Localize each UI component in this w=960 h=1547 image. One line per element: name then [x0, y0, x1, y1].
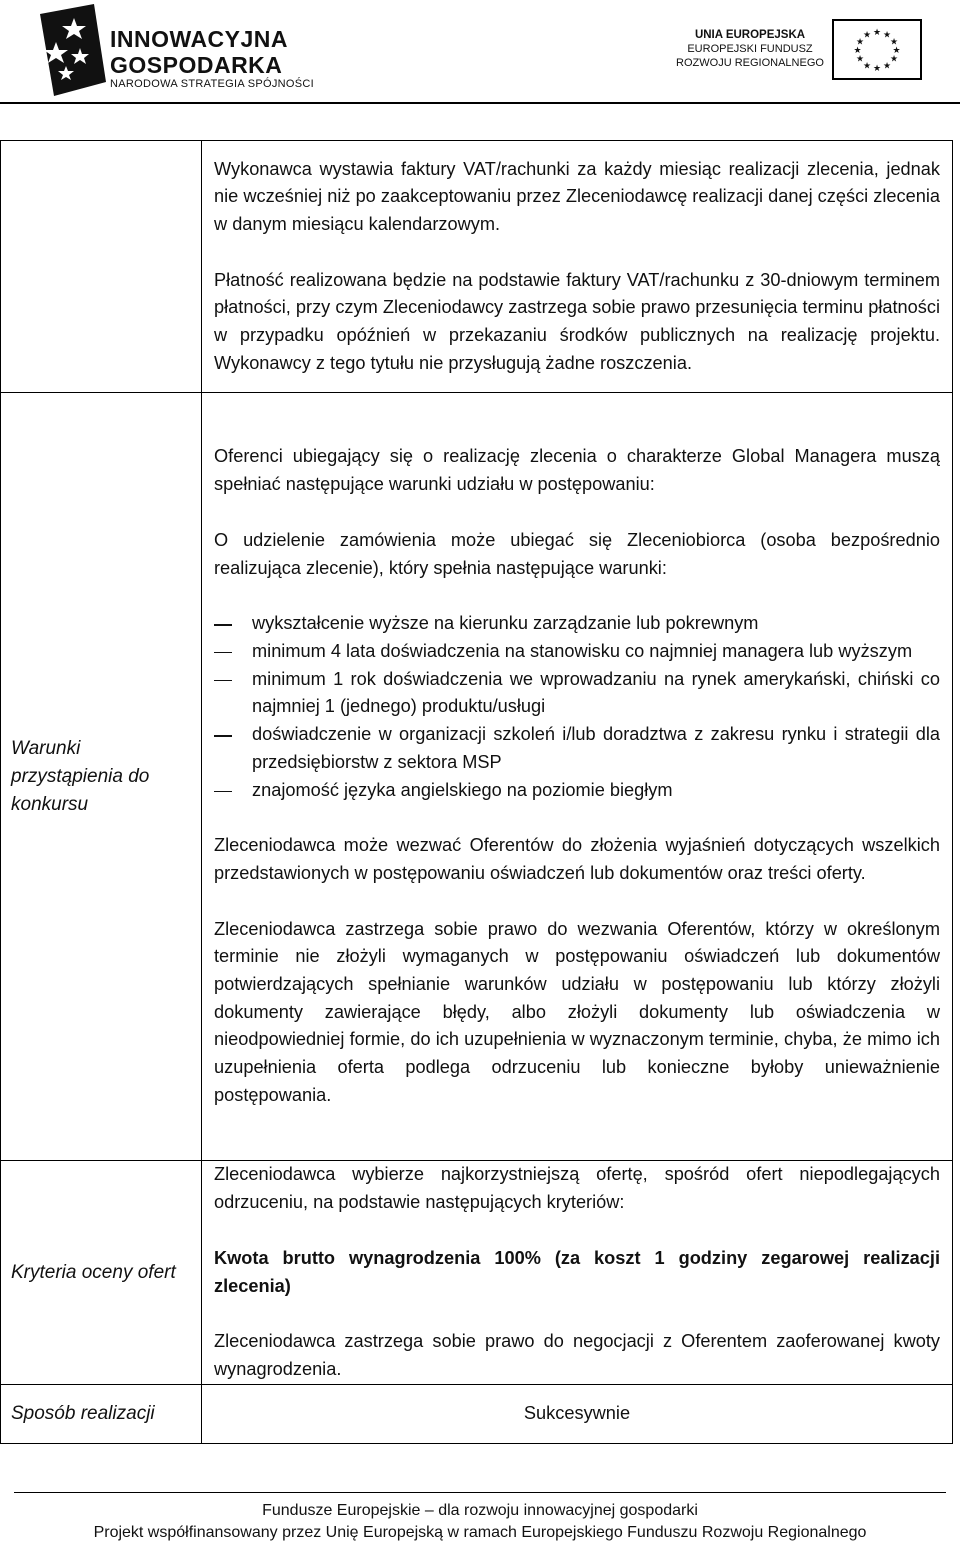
svg-text:★: ★ [872, 28, 882, 38]
footer-divider [14, 1492, 946, 1493]
criteria-label: Kryteria oceny ofert [1, 1161, 202, 1385]
svg-text:★: ★ [862, 61, 872, 72]
eu-line-3: ROZWOJU REGIONALNEGO [676, 57, 824, 69]
list-item: wykształcenie wyższe na kierunku zarządzanie lub pokrewnym [214, 610, 940, 638]
row-label-empty [1, 141, 202, 393]
svg-text:★: ★ [889, 37, 899, 48]
svg-text:★: ★ [882, 30, 892, 41]
payment-terms-cell [202, 141, 953, 393]
svg-text:★: ★ [862, 30, 872, 41]
table-row-payment [1, 141, 953, 393]
svg-text:★: ★ [882, 61, 892, 72]
criteria-negotiation: Zleceniodawca zastrzega sobie prawo do negocjacji z Oferentem zaoferowanej kwoty wynagrodzenia. [214, 1331, 940, 1379]
footer-line-1: Fundusze Europejskie – dla rozwoju innowacyjnej gospodarki [262, 1502, 698, 1519]
eu-logo-text [676, 28, 824, 70]
table-row-method [1, 1385, 953, 1444]
stars-emblem-icon [36, 4, 106, 96]
table-row-conditions [1, 393, 953, 1161]
list-item: doświadczenie w organizacji szkoleń i/lub doradztwa z zakresu rynku i strategii dla przedsiębiorstw z sektora MSP [214, 721, 940, 776]
list-item: znajomość języka angielskiego na poziomie biegłym [214, 777, 940, 805]
method-label: Sposób realizacji [1, 1385, 202, 1444]
svg-text:★: ★ [872, 64, 882, 74]
criteria-cell [202, 1161, 953, 1385]
eu-line-2: EUROPEJSKI FUNDUSZ [687, 43, 813, 55]
payment-paragraph: Płatność realizowana będzie na podstawie faktury VAT/rachunku z 30-dniowym terminem płatności, przy czym Zleceniodawcy zastrzega sobie prawo przesunięcia terminu płatności w przypadku opóźnień w przekazaniu środków publicznych na realizację projektu. Wykonawcy z tego tytułu nie przysługują żadne roszczenia. [214, 269, 940, 373]
page-header [0, 0, 960, 104]
criteria-price: Kwota brutto wynagrodzenia 100% (za koszt 1 godziny zegarowej realizacji zlecenia) [214, 1247, 940, 1296]
invoice-paragraph: Wykonawca wystawia faktury VAT/rachunki za każdy miesiąc realizacji zlecenia, jednak nie wcześniej niż po zaakceptowaniu przez Zleceniodawcę realizacji danej części zlecenia w danym miesiącu kalendarzowym. [214, 158, 940, 234]
svg-text:★: ★ [855, 37, 865, 48]
svg-text:★: ★ [892, 46, 901, 56]
svg-text:★: ★ [889, 54, 899, 65]
innowacyjna-gospodarka-logo [36, 4, 336, 96]
list-item: minimum 4 lata doświadczenia na stanowisku co najmniej managera lub wyższym [214, 638, 940, 666]
requirements-list [214, 610, 940, 804]
logo-line-3: NARODOWA STRATEGIA SPÓJNOŚCI [110, 78, 314, 90]
table-row-criteria [1, 1161, 953, 1385]
logo-line-1: INNOWACYJNA [110, 26, 289, 52]
supplement-paragraph: Zleceniodawca zastrzega sobie prawo do wezwania Oferentów, którzy w określonym terminie nie złożyli wymaganych w postępowaniu oświadczeń lub dokumentów potwierdzających spełnianie warunków udziału w postępowaniu lub którzy złożyli dokumenty zawierające błędy, albo złożyli dokumenty lub oświadczenia w nieodpowiedniej formie, do ich uzupełnienia w wyznaczonym terminie, chyba, że mimo ich uzupełnienia oferta podlega odrzuceniu lub konieczne byłoby unieważnienie postępowania. [214, 918, 940, 1105]
criteria-intro: Zleceniodawca wybierze najkorzystniejszą ofertę, spośród ofert niepodlegających odrzuceniu, na podstawie następujących kryteriów: [214, 1164, 940, 1213]
method-value: Sukcesywnie [202, 1385, 953, 1444]
eu-flag-icon [832, 19, 922, 80]
list-item: minimum 1 rok doświadczenia we wprowadzaniu na rynek amerykański, chiński co najmniej 1 (jednego) produktu/usługi [214, 666, 940, 721]
header-divider [0, 102, 960, 104]
svg-text:★: ★ [855, 54, 865, 65]
footer-line-2: Projekt współfinansowany przez Unię Europejską w ramach Europejskiego Funduszu Rozwoju Regionalnego [93, 1524, 867, 1541]
conditions-intro: Oferenci ubiegający się o realizację zlecenia o charakterze Global Managera muszą spełniać następujące warunki udziału w postępowaniu: [214, 446, 940, 495]
svg-text:★: ★ [853, 46, 862, 56]
terms-table [0, 140, 953, 1444]
conditions-eligibility: O udzielenie zamówienia może ubiegać się Zleceniobiorca (osoba bezpośrednio realizująca zlecenie), który spełnia następujące warunki: [214, 529, 940, 578]
conditions-cell [202, 393, 953, 1161]
logo-line-2: GOSPODARKA [110, 52, 283, 78]
eu-line-1: UNIA EUROPEJSKA [694, 29, 806, 41]
conditions-label: Warunki przystąpienia do konkursu [1, 393, 202, 1161]
clarification-paragraph: Zleceniodawca może wezwać Oferentów do złożenia wyjaśnień dotyczących wszelkich przedstawionych w postępowaniu oświadczeń lub dokumentów oraz treści oferty. [214, 835, 940, 883]
